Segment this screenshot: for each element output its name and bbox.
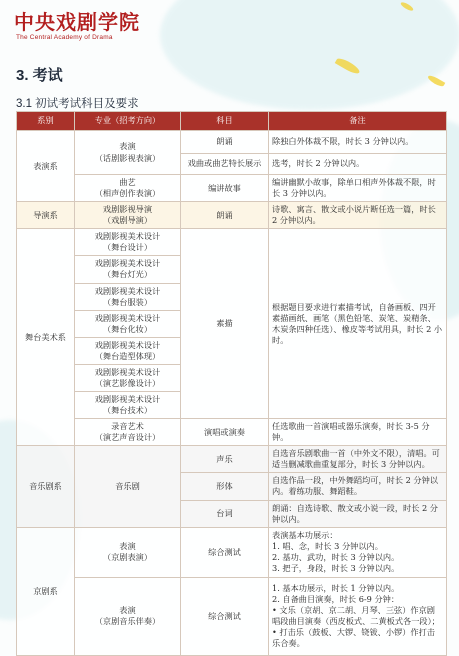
note-cell: 根据题目要求进行素描考试，自备画板、四开素描画纸、画笔（黑色铅笔、炭笔、炭精条、木炭条四种任选）、橡皮等考试用具，时长 2 小时。: [269, 229, 447, 419]
subject-cell: 演唱或演奏: [181, 419, 269, 446]
column-header: 系别: [17, 112, 75, 131]
table-row: [17, 202, 447, 229]
table-row: [17, 175, 447, 202]
subject-cell: 朗诵: [181, 202, 269, 229]
major-cell: 戏剧影视美术设计 （舞台灯光）: [75, 256, 181, 283]
note-cell: 任选歌曲一首演唱或器乐演奏，时长 3-5 分钟。: [269, 419, 447, 446]
table-row: [17, 527, 447, 577]
subsection-title: 3.1 初试考试科目及要求: [16, 98, 139, 110]
yellow-leaf-decoration: [427, 74, 446, 88]
subject-cell: 编讲故事: [181, 175, 269, 202]
major-cell: 表演 （京剧音乐伴奏）: [75, 577, 181, 655]
note-cell: 自选音乐剧歌曲一首（中外文不限），清唱。可适当删减歌曲重复部分，时长 3 分钟以内。: [269, 446, 447, 473]
table-row: [17, 419, 447, 446]
department-cell: 京剧系: [17, 527, 75, 655]
major-cell: 表演 （京剧表演）: [75, 527, 181, 577]
major-cell: 表演 （话剧影视表演）: [75, 131, 181, 175]
major-cell: 曲艺 （相声创作表演）: [75, 175, 181, 202]
academy-logo: 中央戏剧学院: [14, 10, 140, 34]
note-cell: 朗诵：自选诗歌、散文或小说一段，时长 2 分钟以内。: [269, 500, 447, 527]
department-cell: 音乐剧系: [17, 446, 75, 527]
header: [0, 0, 459, 60]
note-cell: 诗歌、寓言、散文或小说片断任选一篇，时长 2 分钟以内。: [269, 202, 447, 229]
subject-cell: 朗诵: [181, 131, 269, 154]
column-header: 专业（招考方向）: [75, 112, 181, 131]
major-cell: 戏剧影视美术设计 （舞台造型体现）: [75, 337, 181, 364]
major-cell: 戏剧影视美术设计 （舞台设计）: [75, 229, 181, 256]
table-row: [17, 229, 447, 256]
department-cell: 导演系: [17, 202, 75, 229]
table-row: [17, 446, 447, 473]
section-title: 3. 考试: [16, 67, 63, 84]
major-cell: 戏剧影视美术设计 （舞台技术）: [75, 392, 181, 419]
note-cell: 选考，时长 2 分钟以内。: [269, 154, 447, 175]
table-row: [17, 131, 447, 154]
subject-cell: 综合测试: [181, 527, 269, 577]
major-cell: 音乐剧: [75, 446, 181, 527]
major-cell: 戏剧影视导演 （戏剧导演）: [75, 202, 181, 229]
subject-cell: 戏曲或曲艺特长展示: [181, 154, 269, 175]
subject-cell: 声乐: [181, 446, 269, 473]
table-header-row: [17, 112, 447, 131]
note-cell: 编讲幽默小故事，除单口相声外体裁不限，时长 3 分钟以内。: [269, 175, 447, 202]
table-row: [17, 577, 447, 655]
note-cell: 自选作品一段，中外舞蹈均可，时长 2 分钟以内。着练功服、舞蹈鞋。: [269, 473, 447, 500]
academy-logo-subtitle: The Central Academy of Drama: [16, 34, 113, 41]
note-cell: 1. 基本功展示，时长 1 分钟以内。 2. 自备曲目演奏，时长 6-9 分钟： • 文乐（京胡、京二胡、月琴、三弦）作京剧唱段曲目演奏（西皮板式、二黄板式各一段）； • 打击乐（鼓板、大锣、铙钹、小锣）作打击乐合奏。: [269, 577, 447, 655]
major-cell: 戏剧影视美术设计 （舞台服装）: [75, 283, 181, 310]
column-header: 备注: [269, 112, 447, 131]
exam-subjects-table: [16, 111, 447, 656]
major-cell: 戏剧影视美术设计 （演艺影像设计）: [75, 364, 181, 391]
department-cell: 表演系: [17, 131, 75, 202]
subject-cell: 素描: [181, 229, 269, 419]
note-cell: 表演基本功展示： 1. 唱、念，时长 3 分钟以内。 2. 基功、武功，时长 3 分钟以内。 3. 把子，身段，时长 3 分钟以内。: [269, 527, 447, 577]
major-cell: 戏剧影视美术设计 （舞台化妆）: [75, 310, 181, 337]
subject-cell: 形体: [181, 473, 269, 500]
column-header: 科目: [181, 112, 269, 131]
department-cell: 舞台美术系: [17, 229, 75, 446]
subject-cell: 台词: [181, 500, 269, 527]
subject-cell: 综合测试: [181, 577, 269, 655]
major-cell: 录音艺术 （演艺声音设计）: [75, 419, 181, 446]
note-cell: 除独白外体裁不限，时长 3 分钟以内。: [269, 131, 447, 154]
